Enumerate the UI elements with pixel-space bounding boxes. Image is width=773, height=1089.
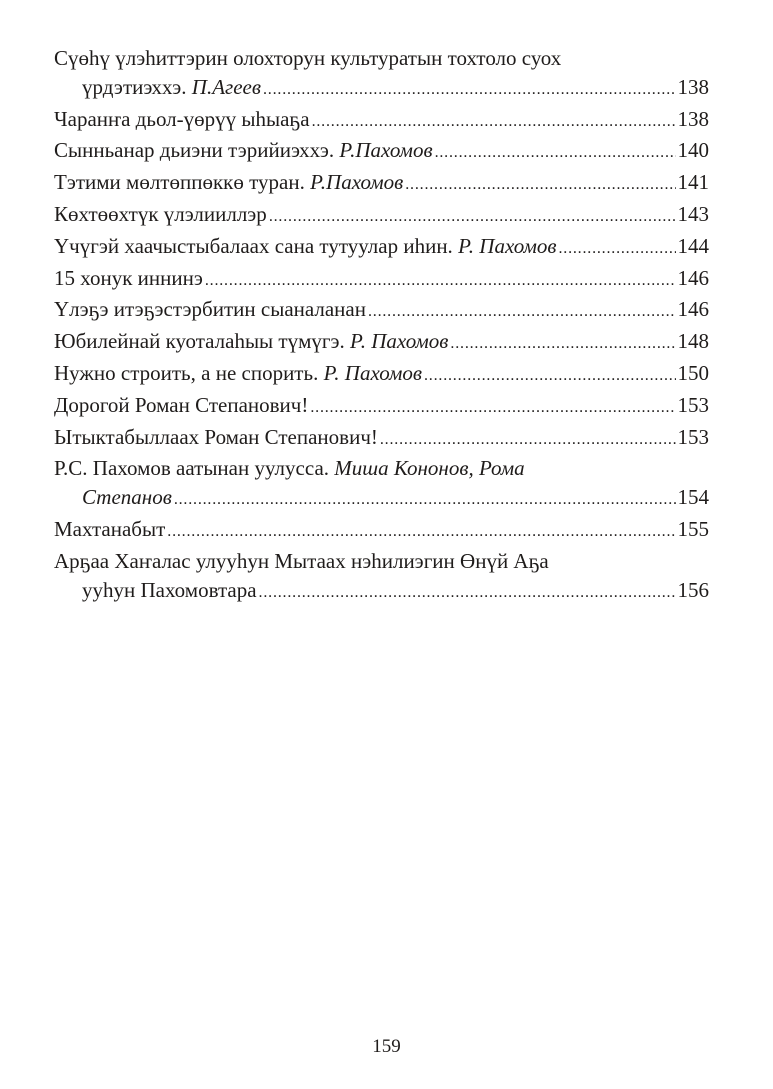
toc-entry-title: Үчүгэй хаачыстыбалаах сана тутуулар иһин. — [54, 233, 453, 258]
toc-entry-line — [54, 547, 709, 576]
toc-entry — [54, 391, 709, 423]
toc-entry-page: 154 — [677, 485, 709, 510]
table-of-contents — [54, 44, 709, 607]
toc-entry — [54, 168, 709, 200]
toc-entry-page: 153 — [677, 392, 709, 417]
toc-entry-continuation — [54, 576, 709, 608]
toc-entry-page: 143 — [677, 201, 709, 226]
toc-entry-line — [54, 327, 709, 359]
toc-entry-line — [54, 515, 709, 547]
toc-entry-page: 140 — [677, 138, 709, 163]
toc-entry-author: П.Агеев — [191, 74, 261, 99]
toc-entry — [54, 264, 709, 296]
toc-entry-line — [54, 264, 709, 296]
toc-entry-line — [54, 168, 709, 200]
toc-entry — [54, 200, 709, 232]
toc-entry-author: Р. Пахомов — [323, 360, 422, 385]
toc-entry — [54, 44, 709, 105]
toc-entry-title: Тэтими мөлтөппөккө туран. — [54, 170, 305, 195]
toc-entry-title: Ытыктабыллаах Роман Степанович! — [54, 424, 378, 449]
toc-entry-continuation — [54, 73, 709, 105]
dot-leader — [380, 423, 676, 455]
toc-entry-continuation — [54, 483, 709, 515]
toc-entry-author-cont: Степанов — [82, 485, 172, 510]
dot-leader — [312, 105, 676, 137]
toc-entry-title: Арҕаа Хаҥалас улууһун Мытаах нэһилиэгин Өнүй Аҕа — [54, 548, 549, 573]
toc-entry — [54, 232, 709, 264]
toc-entry-title: ууһун Пахомовтара — [82, 577, 257, 602]
toc-entry-page: 144 — [677, 233, 709, 258]
toc-entry-page: 141 — [677, 170, 709, 195]
toc-entry-title: Көхтөөхтүк үлэлииллэр — [54, 201, 267, 226]
toc-entry-title: 15 хонук иннинэ — [54, 265, 203, 290]
toc-entry-title: Үлэҕэ итэҕэстэрбитин сыаналанан — [54, 297, 366, 322]
toc-entry — [54, 547, 709, 608]
dot-leader — [167, 515, 675, 547]
toc-entry — [54, 454, 709, 515]
dot-leader — [368, 295, 676, 327]
toc-entry-line — [54, 423, 709, 455]
dot-leader — [174, 483, 676, 515]
toc-entry-line — [54, 391, 709, 423]
toc-entry-line — [54, 44, 709, 73]
toc-entry-line — [54, 454, 709, 483]
dot-leader — [435, 136, 676, 168]
toc-entry-page: 146 — [677, 265, 709, 290]
toc-entry-title: Чаранҥа дьол-үөрүү ыһыаҕа — [54, 106, 310, 131]
toc-entry — [54, 359, 709, 391]
toc-entry-title: Юбилейнай куоталаһыы түмүгэ. — [54, 329, 345, 354]
toc-entry-author: Р.Пахомов — [339, 138, 433, 163]
dot-leader — [450, 327, 675, 359]
toc-entry-page: 148 — [677, 329, 709, 354]
toc-entry-title: Р.С. Пахомов аатынан уулусса. — [54, 456, 330, 481]
toc-entry-line — [54, 232, 709, 264]
toc-entry-author: Р. Пахомов — [458, 233, 557, 258]
toc-entry-page: 153 — [677, 424, 709, 449]
toc-entry — [54, 136, 709, 168]
toc-entry — [54, 105, 709, 137]
toc-entry-title: Сүөһү үлэһиттэрин олохторун культуратын тохтоло суох — [54, 46, 562, 70]
page-number: 159 — [372, 1036, 401, 1057]
toc-entry-line — [54, 200, 709, 232]
dot-leader — [205, 264, 676, 296]
toc-entry-author: Р. Пахомов — [350, 329, 449, 354]
dot-leader — [405, 168, 675, 200]
dot-leader — [424, 359, 676, 391]
toc-entry-title: Махтанабыт — [54, 516, 166, 541]
toc-entry-page: 138 — [677, 74, 709, 99]
dot-leader — [259, 576, 676, 608]
toc-entry-author: Р.Пахомов — [310, 170, 404, 195]
toc-entry-line — [54, 359, 709, 391]
toc-entry — [54, 423, 709, 455]
dot-leader — [269, 200, 676, 232]
dot-leader — [558, 232, 675, 264]
toc-entry-line — [54, 136, 709, 168]
toc-entry — [54, 295, 709, 327]
toc-entry-page: 156 — [677, 577, 709, 602]
toc-entry-line — [54, 105, 709, 137]
toc-entry-page: 150 — [677, 360, 709, 385]
dot-leader — [263, 73, 676, 105]
toc-entry-page: 155 — [677, 516, 709, 541]
toc-entry-line — [54, 295, 709, 327]
toc-entry-author: Миша Кононов, Рома — [334, 456, 525, 481]
toc-entry-title: үрдэтиэххэ. — [82, 74, 187, 99]
toc-entry — [54, 515, 709, 547]
toc-entry-title: Дорогой Роман Степанович! — [54, 392, 309, 417]
toc-entry-title: Сынньанар дьиэни тэрийиэххэ. — [54, 138, 335, 163]
toc-entry-page: 146 — [677, 297, 709, 322]
toc-entry-page: 138 — [677, 106, 709, 131]
toc-entry-title: Нужно строить, а не спорить. — [54, 360, 319, 385]
toc-entry — [54, 327, 709, 359]
dot-leader — [310, 391, 675, 423]
